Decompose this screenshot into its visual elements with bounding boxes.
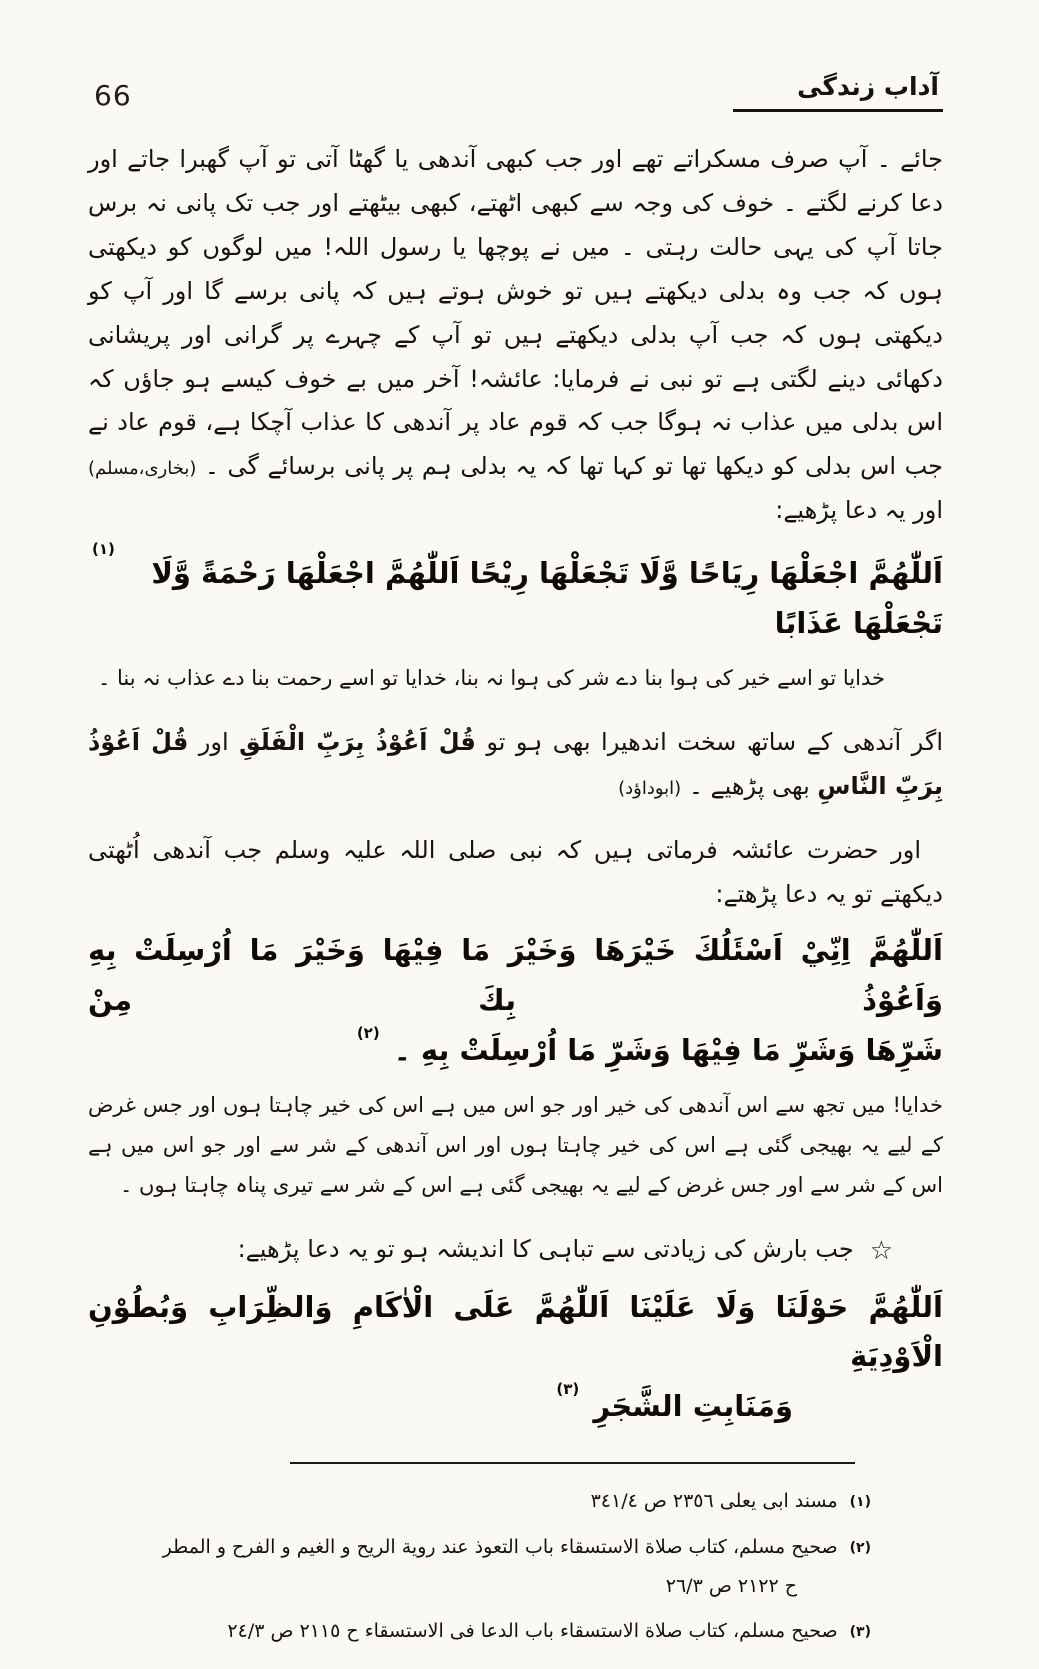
footnote-ref-2: (٢)	[356, 1023, 380, 1042]
footnotes-section	[88, 1486, 943, 1647]
dua-1-arabic: اَللّٰهُمَّ اجْعَلْهَا رِيَاحًا وَّلَا تَجْعَلْهَا رِيْحًا اَللّٰهُمَّ اجْعَلْهَا رَحْمَةً وَّلَا تَجْعَلْهَا عَذَابًا	[151, 556, 943, 641]
footnote-1-text: مسند ابی یعلی ٢٣٥٦ ص ٣٤١/٤	[590, 1490, 838, 1513]
dua-2	[88, 926, 943, 1076]
footnote-ref-1: (١)	[92, 540, 115, 559]
page-number: 66	[94, 79, 132, 112]
citation-bukhari-muslim: (بخاری،مسلم)	[88, 458, 197, 480]
paragraph-text: اور	[188, 727, 240, 756]
dua-3-arabic-line2	[88, 1379, 943, 1432]
paragraph-aisha-narration: اور حضرت عائشہ فرماتی ہیں کہ نبی صلی اللہ علیہ وسلم جب آندھی اُٹھتی دیکھتے تو یہ دعا پڑھتے:	[88, 835, 943, 908]
footnote-1	[88, 1486, 871, 1516]
hadith-paragraph	[88, 138, 943, 533]
footnote-2-text: صحیح مسلم، کتاب صلاة الاستسقاء باب التعوذ عند رویة الریح و الغیم و الفرح و المطر	[162, 1535, 838, 1558]
footnote-3	[88, 1616, 871, 1646]
footnote-3-text: صحیح مسلم، کتاب صلاة الاستسقاء باب الدعا فی الاستسقاء ح ٢١١٥ ص ٢٤/٣	[227, 1620, 838, 1643]
dua-1	[88, 540, 943, 649]
dua-2-arabic-line2-text: شَرِّهَا وَشَرِّ مَا فِيْهَا وَشَرِّ مَا اُرْسِلَتْ بِهِ ۔	[393, 1033, 943, 1068]
dua-2-translation: خدایا! میں تجھ سے اس آندھی کی خیر اور جو اس میں ہے اس کی خیر چاہتا ہوں اور جس غرض کے لیے یہ بھیجی گئی ہے اس کی خیر چاہتا ہوں اور اس آندھی کے شر سے اور جو اس میں ہے اس کے شر سے اور جس غرض کے لیے یہ بھیجی گئی ہے اس کے شر سے تیری پناہ چاہتا ہوں ۔	[88, 1093, 943, 1197]
footnote-1-marker: (١)	[849, 1494, 871, 1511]
dua-2-arabic-line2	[88, 1023, 943, 1076]
dua-2-arabic-line1: اَللّٰهُمَّ اِنِّيْ اَسْئَلُكَ خَيْرَهَا وَخَيْرَ مَا فِيْهَا وَخَيْرَ مَا اُرْسِلَتْ بِهِ وَاَعُوْذُ بِكَ مِنْ	[88, 933, 943, 1018]
star-icon: ☆	[869, 1235, 893, 1266]
paragraph-rain-excess	[88, 1226, 943, 1273]
footnote-2-continued: ح ٢١٢٢ ص ٢٦/٣	[665, 1574, 797, 1597]
hadith-text: جائے ۔ آپ صرف مسکراتے تھے اور جب کبھی آندھی یا گھٹا آتی تو آپ گھبرا جاتے اور دعا کرنے لگتے ۔ خوف کی وجہ سے کبھی اٹھتے، کبھی بیٹھتے اور جب تک پانی نہ برس جاتا آپ کی یہی حالت رہتی ۔ میں نے پوچھا یا رسول اللہ! میں لوگوں کو دیکھتی ہوں کہ جب وہ بدلی دیکھتے ہیں تو خوش ہوتے ہیں کہ پانی برسے گا اور آپ کو دیکھتی ہوں کہ جب آپ بدلی دیکھتے ہیں تو آپ کے چہرے پر گرانی اور پریشانی دکھائی دینے لگتی ہے تو نبی نے فرمایا: عائشہ! آخر میں بے خوف کیسے ہو جاؤں کہ اس بدلی میں عذاب نہ ہوگا جب کہ قوم عاد پر آندھی کا عذاب آچکا ہے، قوم عاد نے جب اس بدلی کو دیکھا تھا تو کہا تھا کہ یہ بدلی ہم پر پانی برسائے گی ۔	[88, 145, 943, 481]
footnote-divider	[290, 1462, 855, 1464]
paragraph-text: بھی پڑھیے ۔	[681, 771, 818, 800]
footnote-ref-3: (٣)	[556, 1379, 580, 1398]
dua-intro-text: اور یہ دعا پڑھیے:	[775, 496, 943, 525]
book-title: آداب زندگی	[733, 72, 943, 112]
dua-1-translation: خدایا تو اسے خیر کی ہوا بنا دے شر کی ہوا نہ بنا، خدایا تو اسے رحمت بنا دے عذاب نہ بنا ۔	[98, 665, 885, 690]
footnote-2	[88, 1532, 871, 1562]
dua-3	[88, 1283, 943, 1433]
footnote-2-marker: (٢)	[849, 1539, 871, 1556]
quran-surah-nas: قُلْ اَعُوْذُ بِرَبِّ النَّاسِ	[88, 727, 943, 800]
quran-surah-falaq: قُلْ اَعُوْذُ بِرَبِّ الْفَلَقِ	[239, 727, 476, 756]
paragraph-text: اگر آندھی کے ساتھ سخت اندھیرا بھی ہو تو	[475, 727, 943, 756]
paragraph-muawwizatain	[88, 721, 943, 809]
footnote-3-marker: (٣)	[849, 1624, 871, 1641]
dua-3-arabic-line1: اَللّٰهُمَّ حَوْلَنَا وَلَا عَلَيْنَا اَللّٰهُمَّ عَلَى الْاٰكَامِ وَالظِّرَابِ وَبُطُوْنِ الْاَوْدِيَةِ	[88, 1289, 943, 1374]
rain-excess-text: جب بارش کی زیادتی سے تباہی کا اندیشہ ہو تو یہ دعا پڑھیے:	[237, 1234, 854, 1263]
dua-3-arabic-line2-text: وَمَنَابِتِ الشَّجَرِ	[593, 1389, 793, 1424]
page-header	[88, 72, 943, 112]
citation-abu-dawud: (ابوداؤد)	[618, 777, 682, 799]
